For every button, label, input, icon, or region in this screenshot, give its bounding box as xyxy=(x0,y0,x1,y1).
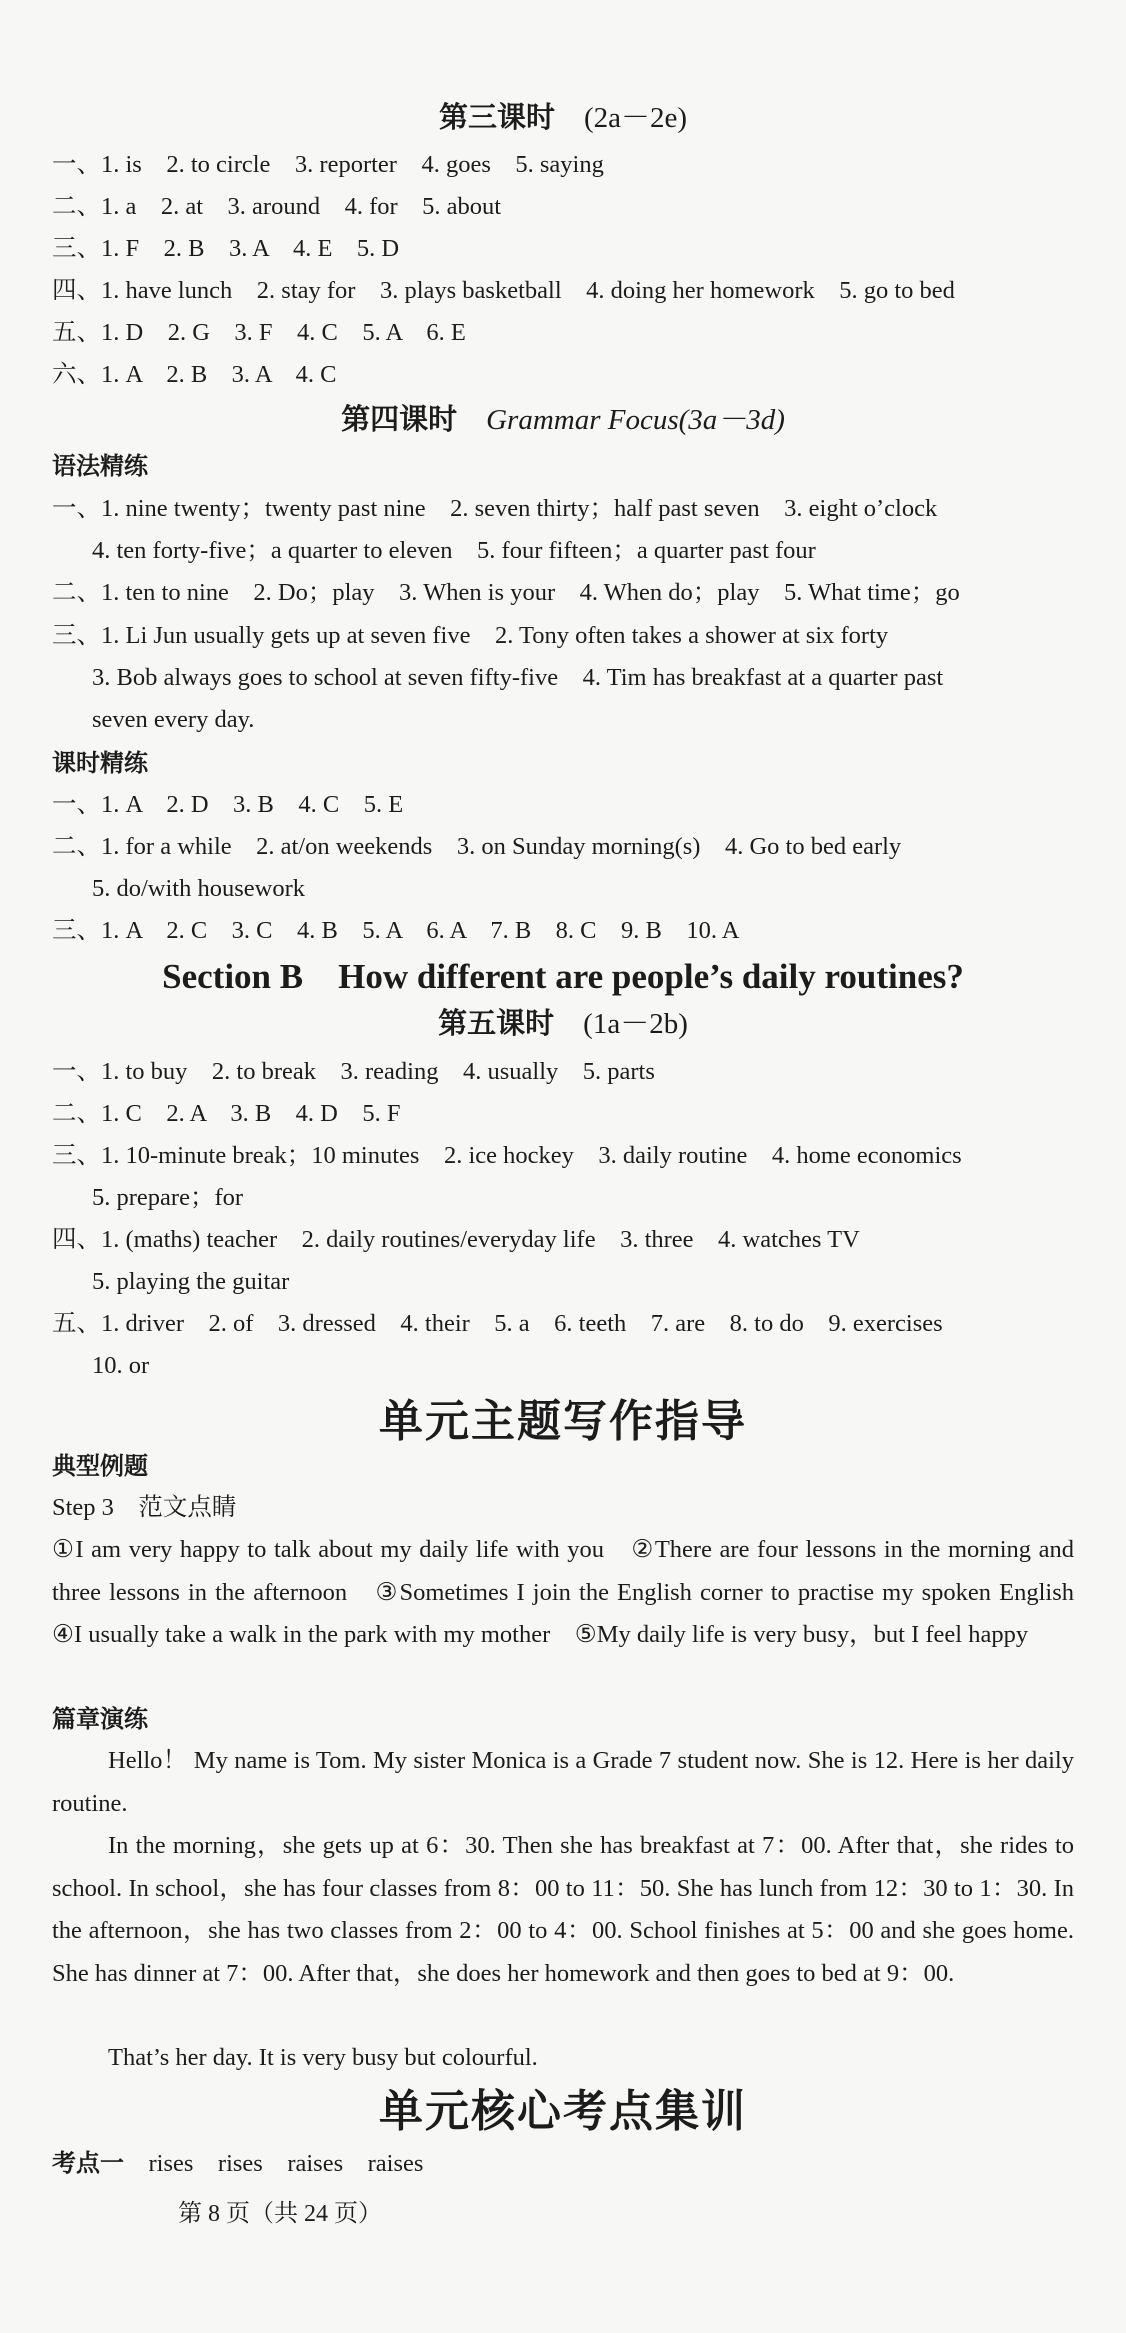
answer-line: 一、1. A 2. D 3. B 4. C 5. E xyxy=(52,791,404,818)
answer-line: 四、1. have lunch 2. stay for 3. plays basketball 4. doing her homework 5. go to bed xyxy=(52,277,955,304)
practice-heading: 课时精练 xyxy=(52,749,148,777)
grammar-heading: 语法精练 xyxy=(52,452,148,480)
answer-line: 六、1. A 2. B 3. A 4. C xyxy=(52,361,337,388)
answer-line: 四、1. (maths) teacher 2. daily routines/everyday life 3. three 4. watches TV xyxy=(52,1226,860,1253)
answer-line: 3. Bob always goes to school at seven fifty-five 4. Tim has breakfast at a quarter past xyxy=(92,664,944,691)
answer-line: 三、1. A 2. C 3. C 4. B 5. A 6. A 7. B 8. C 9. B 10. A xyxy=(52,917,740,944)
answer-line: 一、1. to buy 2. to break 3. reading 4. usually 5. parts xyxy=(52,1058,655,1085)
answer-line: 二、1. for a while 2. at/on weekends 3. on Sunday morning(s) 4. Go to bed early xyxy=(52,833,902,860)
answer-line: 4. ten forty-five；a quarter to eleven 5. four fifteen；a quarter past four xyxy=(92,537,816,564)
passage-paragraph: Hello！ My name is Tom. My sister Monica is a Grade 7 student now. She is 12. Here is her daily routine. xyxy=(52,1747,1074,1817)
writing-guide-title: 单元主题写作指导 xyxy=(379,1396,747,1447)
answer-line: 五、1. D 2. G 3. F 4. C 5. A 6. E xyxy=(52,319,466,346)
model-sentences: ①I am very happy to talk about my daily life with you ②There are four lessons in the morning and three lessons in the afternoon ③Sometimes I join the English corner to practise my spoken English ④I usually take a walk in the park with my mother ⑤My daily life is very busy，but I feel happy xyxy=(52,1536,1099,1648)
answer-line: 五、1. driver 2. of 3. dressed 4. their 5. a 6. teeth 7. are 8. to do 9. exercises xyxy=(52,1310,943,1337)
lesson5-title: 第五课时 (1a－2b) xyxy=(438,1008,688,1040)
passage-paragraph: In the morning，she gets up at 6：30. Then she has breakfast at 7：00. After that，she rides to school. In school，she has four classes from 8：00 to 11：50. She has lunch from 12：30 to 1：30. In the afternoon，she has two classes from 2：00 to 4：00. School finishes at 5：00 and she goes home. She has dinner at 7：00. After that，she does her homework and then goes to bed at 9：00. xyxy=(52,1832,1074,1987)
section-b-title: Section B How different are people’s daily routines? xyxy=(162,957,964,996)
answer-line: 5. playing the guitar xyxy=(92,1268,290,1295)
core-point-line xyxy=(52,2148,423,2179)
answer-line: 三、1. 10-minute break；10 minutes 2. ice hockey 3. daily routine 4. home economics xyxy=(52,1142,962,1169)
passage-paragraph: That’s her day. It is very busy but colourful. xyxy=(108,2044,538,2071)
passage-heading: 篇章演练 xyxy=(52,1705,148,1733)
lesson4-title: 第四课时 Grammar Focus(3a－3d) xyxy=(341,404,785,436)
answer-line: 10. or xyxy=(92,1352,150,1379)
answer-line: seven every day. xyxy=(92,706,255,733)
answer-line: 一、1. nine twenty；twenty past nine 2. seven thirty；half past seven 3. eight o’clock xyxy=(52,495,938,522)
answer-line: 5. prepare；for xyxy=(92,1184,244,1211)
example-heading: 典型例题 xyxy=(52,1452,148,1480)
lesson3-title: 第三课时 (2a－2e) xyxy=(438,102,688,134)
answer-line: 二、1. ten to nine 2. Do；play 3. When is your 4. When do；play 5. What time；go xyxy=(52,579,960,606)
answer-line: 三、1. F 2. B 3. A 4. E 5. D xyxy=(52,235,400,262)
step-label: Step 3 范文点睛 xyxy=(52,1494,237,1521)
answer-line: 一、1. is 2. to circle 3. reporter 4. goes 5. saying xyxy=(52,151,604,178)
answer-line: 二、1. a 2. at 3. around 4. for 5. about xyxy=(52,193,502,220)
answer-line: 三、1. Li Jun usually gets up at seven five 2. Tony often takes a shower at six forty xyxy=(52,622,889,649)
page-number: 第 8 页（共 24 页） xyxy=(178,2201,382,2227)
core-point-answers: rises rises raises raises xyxy=(148,2150,424,2177)
core-points-title: 单元核心考点集训 xyxy=(379,2086,747,2137)
core-point-label: 考点一 xyxy=(52,2149,124,2177)
answer-line: 5. do/with housework xyxy=(92,875,305,902)
answer-line: 二、1. C 2. A 3. B 4. D 5. F xyxy=(52,1100,401,1127)
